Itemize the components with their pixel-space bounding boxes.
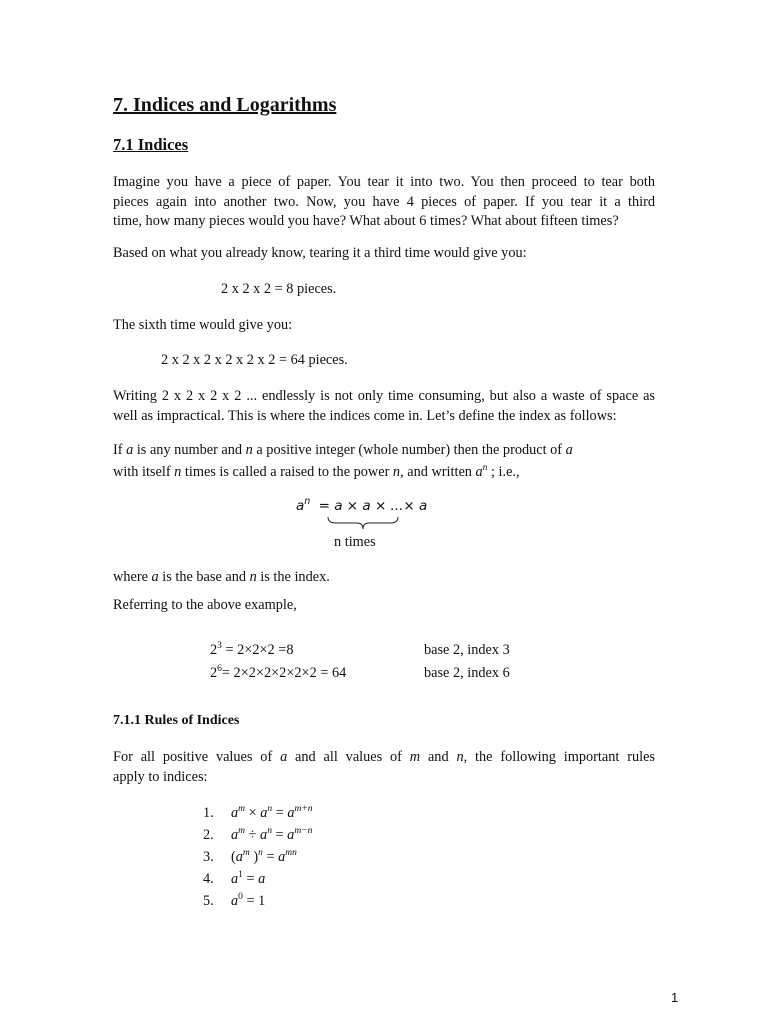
paragraph-writing — [113, 387, 655, 426]
paragraph-sixth-time: The sixth time would give you: — [113, 317, 293, 333]
definition-line-1: If a is any number and n a positive integer (whole number) then the product of a — [113, 442, 573, 458]
rule-expression: $a^m \div a^n = a^{m-n}$ — [231, 826, 313, 843]
writing-line: Writing 2 x 2 x 2 x 2 ... endlessly is not only time consuming, but also a waste of space as — [113, 388, 655, 404]
definition-line-2: with itself n times is called a raised to the power n, and written $a^n$ ; i.e., — [113, 462, 520, 480]
rules-intro-line-2: apply to indices: — [113, 768, 208, 785]
brace-label: n times — [334, 534, 376, 550]
intro-line: Imagine you have a piece of paper. You tear it into two. You then proceed to tear both — [113, 174, 655, 190]
rule-number: 1. — [203, 805, 214, 821]
rule-number: 3. — [203, 849, 214, 865]
rule-number: 2. — [203, 827, 214, 843]
section-heading: 7.1 Indices — [113, 135, 189, 154]
rule-expression: ($a^m$ )$^n = a^{mn}$ — [231, 848, 297, 865]
page-number: 1 — [671, 990, 679, 1005]
paragraph-third-time: Based on what you already know, tearing it a third time would give you: — [113, 245, 527, 261]
definition-paragraph — [113, 441, 573, 482]
chapter-title: 7. Indices and Logarithms — [113, 94, 337, 116]
where-line: where a is the base and n is the index. — [113, 569, 330, 585]
rules-intro — [113, 748, 655, 787]
subsection-heading: 7.1.1 Rules of Indices — [113, 713, 240, 728]
rule-expression: $a^m \times a^n = a^{m+n}$ — [231, 804, 313, 821]
reference-line: Referring to the above example, — [113, 597, 297, 613]
formula-base: a — [296, 498, 305, 514]
formula-rhs: = a × a × ...× a — [318, 498, 428, 514]
rule-expression: $a^0 = 1$ — [231, 892, 266, 909]
example-note-2: base 2, index 6 — [424, 665, 510, 681]
rule-number: 4. — [203, 871, 214, 887]
intro-line: pieces again into another two. Now, you have 4 pieces of paper. If you tear it a third — [113, 193, 655, 210]
rules-intro-line-1: For all positive values of a and all values of m and n, the following important rules — [113, 749, 655, 765]
writing-line: well as impractical. This is where the indices come in. Let’s define the index as follows: — [113, 407, 617, 424]
power-formula — [296, 498, 427, 514]
rule-number: 5. — [203, 893, 214, 909]
example-row-2: $2^6= 2\times 2\times 2\times 2\times 2\times 2 = 64$ — [210, 664, 347, 681]
underbrace-icon — [327, 516, 399, 530]
intro-line: time, how many pieces would you have? What about 6 times? What about fifteen times? — [113, 213, 619, 229]
equation-eight-pieces: 2 x 2 x 2 = 8 pieces. — [221, 281, 337, 297]
example-note-1: base 2, index 3 — [424, 642, 510, 658]
rule-expression: $a^1 = a$ — [231, 870, 266, 887]
example-row-1: $2^3 = 2\times 2\times 2 =8$ — [210, 641, 294, 658]
intro-paragraph — [113, 173, 655, 232]
equation-sixty-four-pieces: 2 x 2 x 2 x 2 x 2 x 2 = 64 pieces. — [161, 352, 348, 368]
formula-exponent: n — [304, 496, 311, 507]
